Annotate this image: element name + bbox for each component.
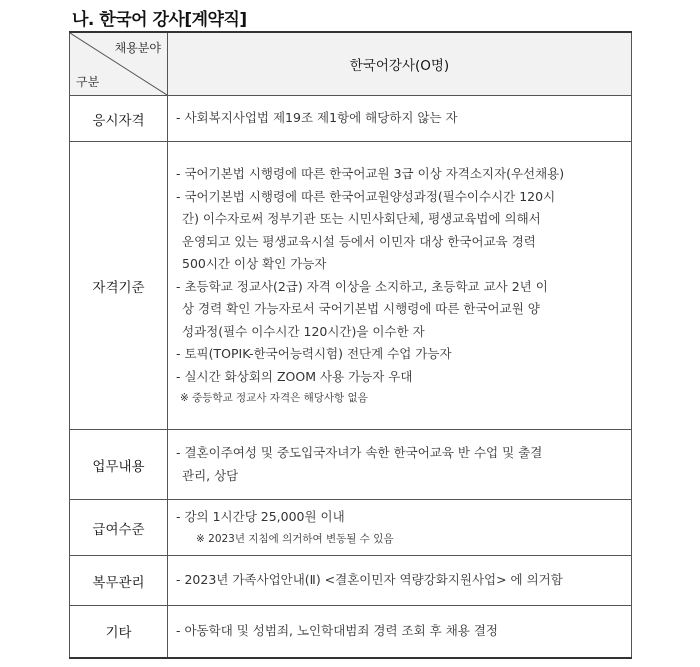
row-content bbox=[168, 606, 632, 658]
content-line: 관리, 상담 bbox=[182, 467, 239, 483]
content-line: 상 경력 확인 가능자로서 국어기본법 시행령에 따른 한국어교원 양 bbox=[182, 301, 540, 316]
column-header: 한국어강사(O명) bbox=[168, 32, 632, 96]
footnote: ※ 중등학교 정교사 자격은 해당사항 없음 bbox=[180, 392, 368, 404]
content-line: - 아동학대 및 성범죄, 노인학대범죄 경력 조회 후 채용 결정 bbox=[176, 623, 498, 638]
content-line: - 강의 1시간당 25,000원 이내 bbox=[176, 509, 345, 525]
row-content bbox=[168, 500, 632, 556]
table-header-row bbox=[70, 32, 632, 96]
row-label: 응시자격 bbox=[70, 96, 168, 142]
row-label: 급여수준 bbox=[70, 500, 168, 556]
row-content bbox=[168, 96, 632, 142]
row-content bbox=[168, 430, 632, 500]
content-line: - 결혼이주여성 및 중도입국자녀가 속한 한국어교육 반 수업 및 출결 bbox=[176, 445, 543, 460]
content-line: - 국어기본법 시행령에 따른 한국어교원 3급 이상 자격소지자(우선채용) bbox=[176, 166, 565, 181]
table-row-other bbox=[70, 606, 632, 658]
content-line: - 국어기본법 시행령에 따른 한국어교원양성과정(필수이수시간 120시 bbox=[176, 188, 556, 204]
footnote: ※ 2023년 지침에 의거하여 변동될 수 있음 bbox=[196, 532, 394, 545]
recruitment-table bbox=[69, 31, 632, 659]
content-line: 운영되고 있는 평생교육시설 등에서 이민자 대상 한국어교육 경력 bbox=[182, 233, 536, 249]
content-line: - 토픽(TOPIK-한국어능력시험) 전단계 수업 가능자 bbox=[176, 346, 452, 361]
content-line: - 실시간 화상회의 ZOOM 사용 가능자 우대 bbox=[176, 368, 413, 384]
section-title: 나. 한국어 강사[계약직] bbox=[72, 10, 247, 30]
content-line: - 2023년 가족사업안내(Ⅱ) <결혼이민자 역량강화지원사업> 에 의거함 bbox=[176, 572, 563, 588]
header-corner-cell bbox=[70, 32, 168, 96]
corner-label-category: 구분 bbox=[76, 75, 100, 89]
table-row-salary bbox=[70, 500, 632, 556]
table-row-service bbox=[70, 556, 632, 606]
content-line: 500시간 이상 확인 가능자 bbox=[182, 256, 327, 271]
content-line: - 초등학교 정교사(2급) 자격 이상을 소지하고, 초등학교 교사 2년 이 bbox=[176, 278, 548, 294]
content-line: 간) 이수자로써 정부기관 또는 시민사회단체, 평생교육법에 의해서 bbox=[182, 211, 541, 226]
row-content bbox=[168, 142, 632, 430]
table-row-qualifications bbox=[70, 142, 632, 430]
row-label: 복무관리 bbox=[70, 556, 168, 606]
row-label: 업무내용 bbox=[70, 430, 168, 500]
content-line: 성과정(필수 이수시간 120시간)을 이수한 자 bbox=[182, 323, 425, 339]
table-row-duties bbox=[70, 430, 632, 500]
row-label: 기타 bbox=[70, 606, 168, 658]
row-label: 자격기준 bbox=[70, 142, 168, 430]
row-content bbox=[168, 556, 632, 606]
content-line: - 사회복지사업법 제19조 제1항에 해당하지 않는 자 bbox=[176, 110, 458, 126]
table-row-eligibility bbox=[70, 96, 632, 142]
corner-label-field: 채용분야 bbox=[114, 41, 161, 55]
